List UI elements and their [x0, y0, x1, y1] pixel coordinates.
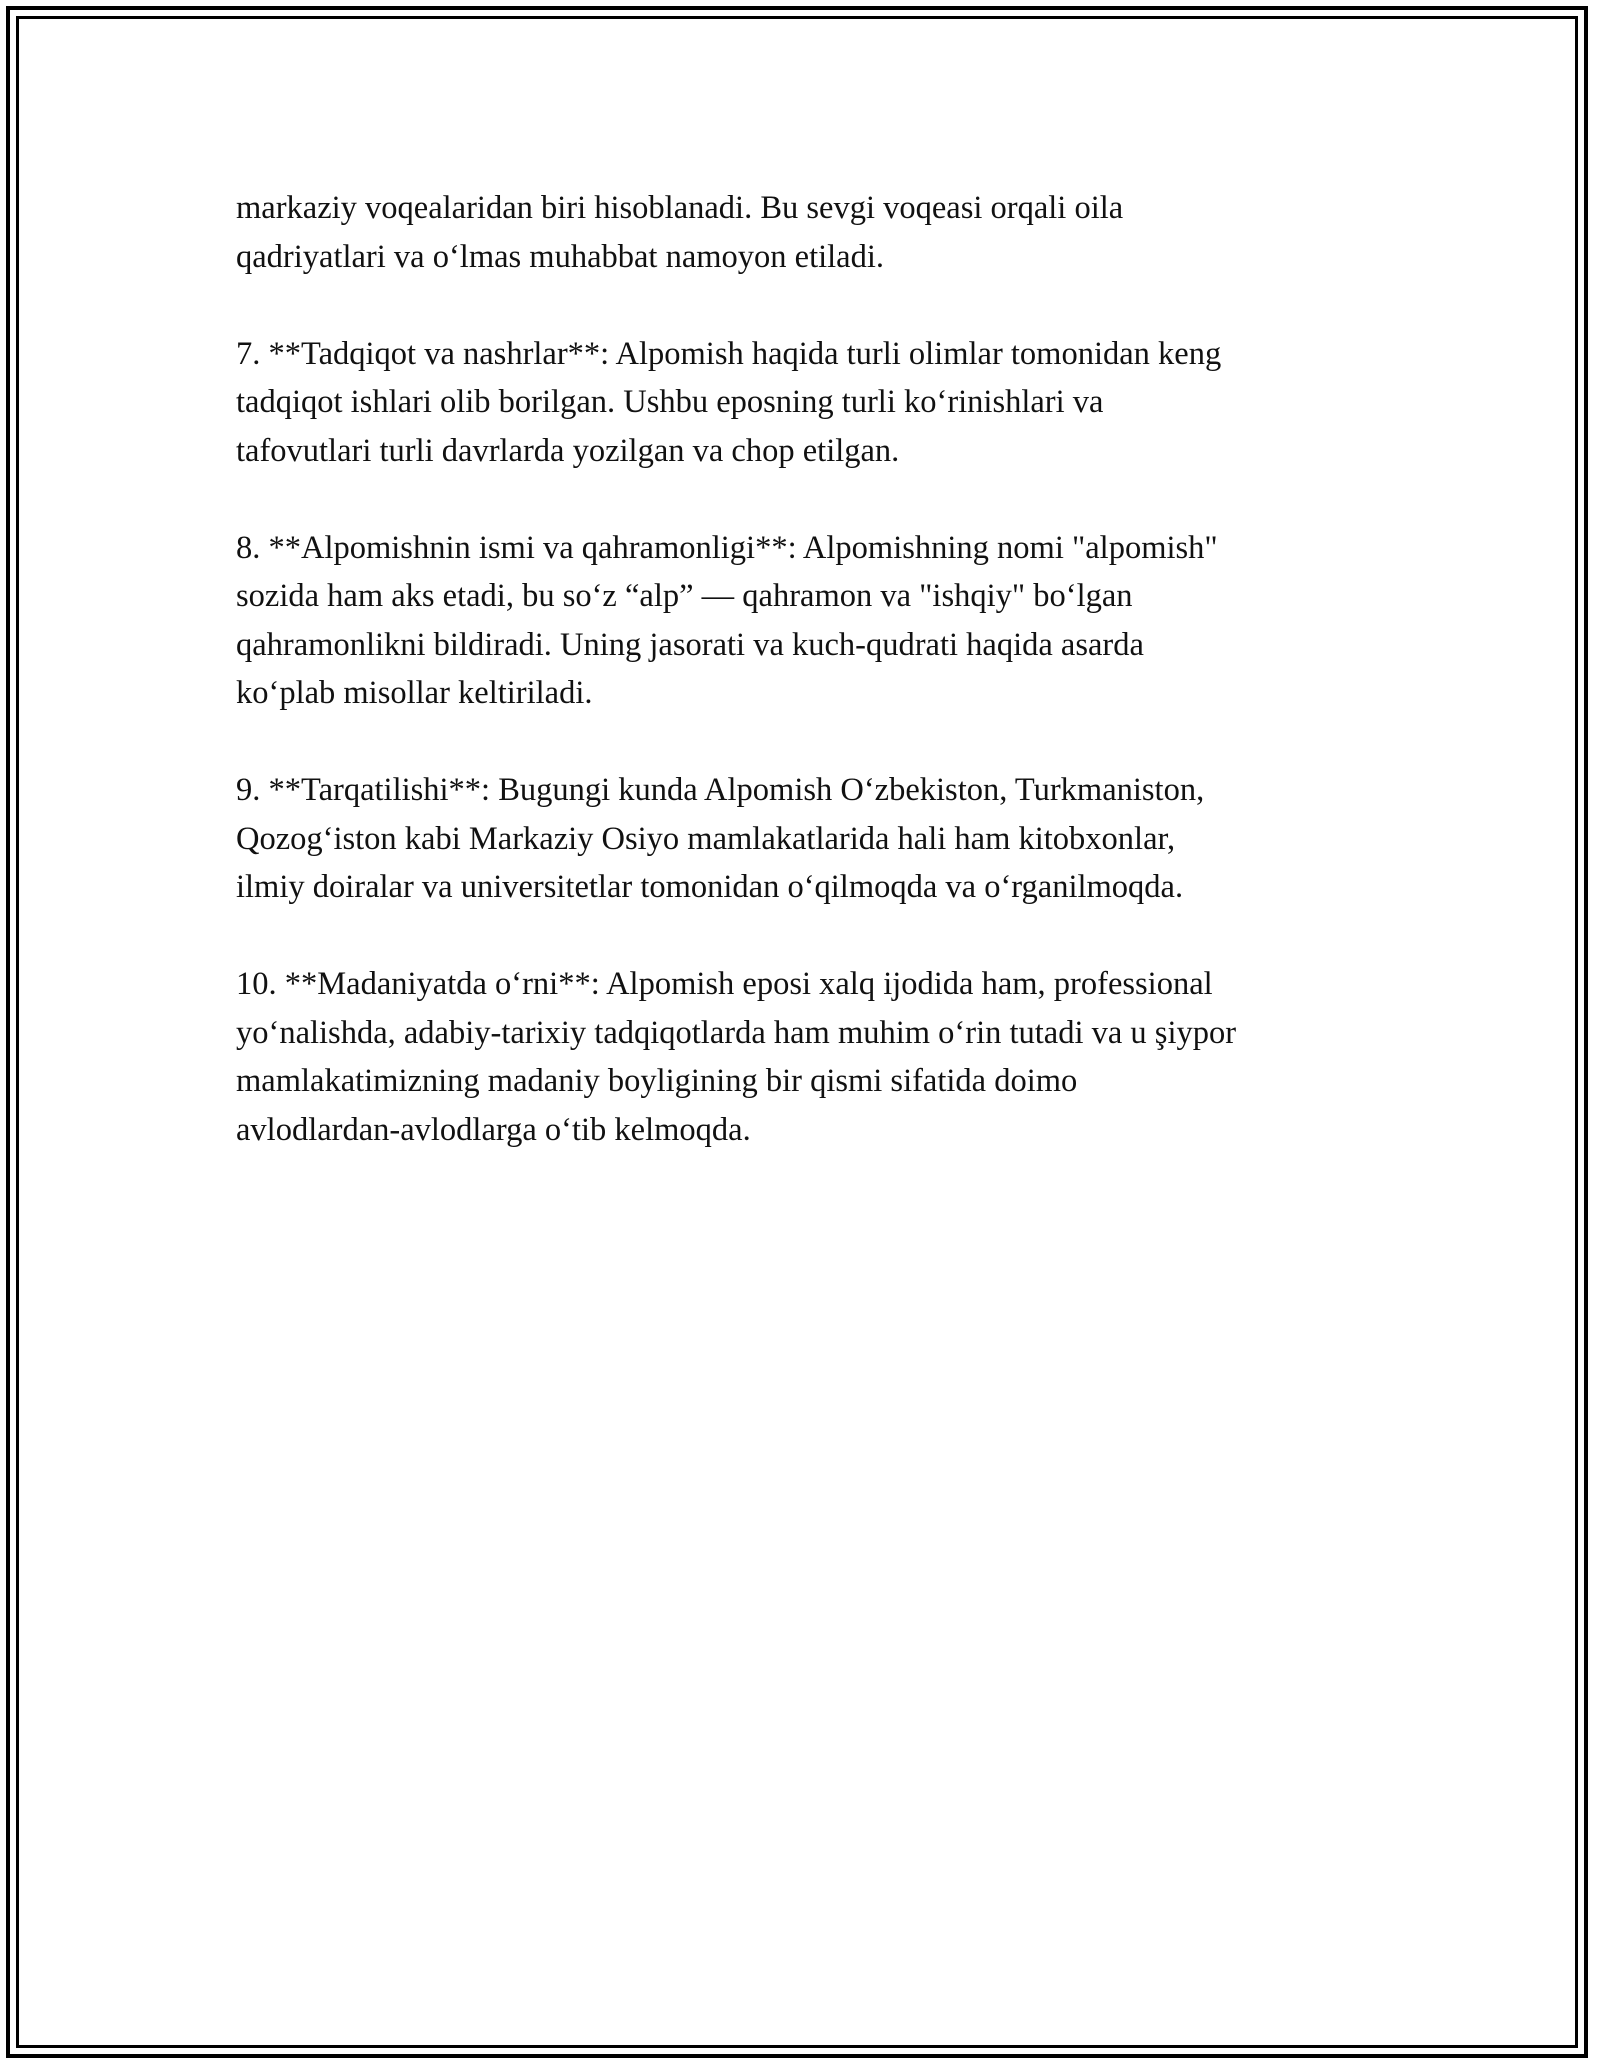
text-line: markaziy voqealaridan biri hisoblanadi. Bu sevgi voqeasi orqali oila [236, 190, 1124, 226]
text-line: 7. **Tadqiqot va nashrlar**: Alpomish haqida turli olimlar tomonidan keng [236, 335, 1222, 372]
text-line: 8. **Alpomishnin ismi va qahramonligi**: Alpomishning nomi "alpomish" [236, 529, 1218, 566]
text-line: sozida ham aks etadi, bu soʻz “alp” — qahramon va "ishqiy" boʻlgan [236, 578, 1133, 614]
text-line: tadqiqot ishlari olib borilgan. Ushbu eposning turli koʻrinishlari va [236, 384, 1104, 420]
text-line: mamlakatimizning madaniy boyligining bir qismi sifatida doimo [236, 1063, 1078, 1099]
text-line: avlodlardan-avlodlarga oʻtib kelmoqda. [236, 1111, 751, 1148]
text-line: qahramonlikni bildiradi. Uning jasorati va kuch-qudrati haqida asarda [236, 626, 1144, 663]
text-line: yoʻnalishda, adabiy-tarixiy tadqiqotlarda ham muhim oʻrin tutadi va u şiypor [236, 1014, 1237, 1051]
paragraph-item-9 [236, 766, 1376, 912]
paragraph-item-7 [236, 330, 1376, 476]
text-line: koʻplab misollar keltiriladi. [236, 675, 593, 711]
paragraph-item-8 [236, 524, 1376, 718]
paragraph-love-story [236, 184, 1376, 281]
text-line: 9. **Tarqatilishi**: Bugungi kunda Alpomish Oʻzbekiston, Turkmaniston, [236, 772, 1205, 808]
text-line: Qozogʻiston kabi Markaziy Osiyo mamlakatlarida hali ham kitobxonlar, [236, 820, 1176, 857]
paragraph-item-10 [236, 960, 1376, 1154]
text-line: 10. **Madaniyatda oʻrni**: Alpomish eposi xalq ijodida ham, professional [236, 966, 1213, 1002]
text-line: ilmiy doiralar va universitetlar tomonidan oʻqilmoqda va oʻrganilmoqda. [236, 869, 1184, 905]
text-line: qadriyatlari va oʻlmas muhabbat namoyon etiladi. [236, 238, 885, 275]
document-body [236, 184, 1376, 1203]
text-line: tafovutlari turli davrlarda yozilgan va chop etilgan. [236, 432, 900, 469]
